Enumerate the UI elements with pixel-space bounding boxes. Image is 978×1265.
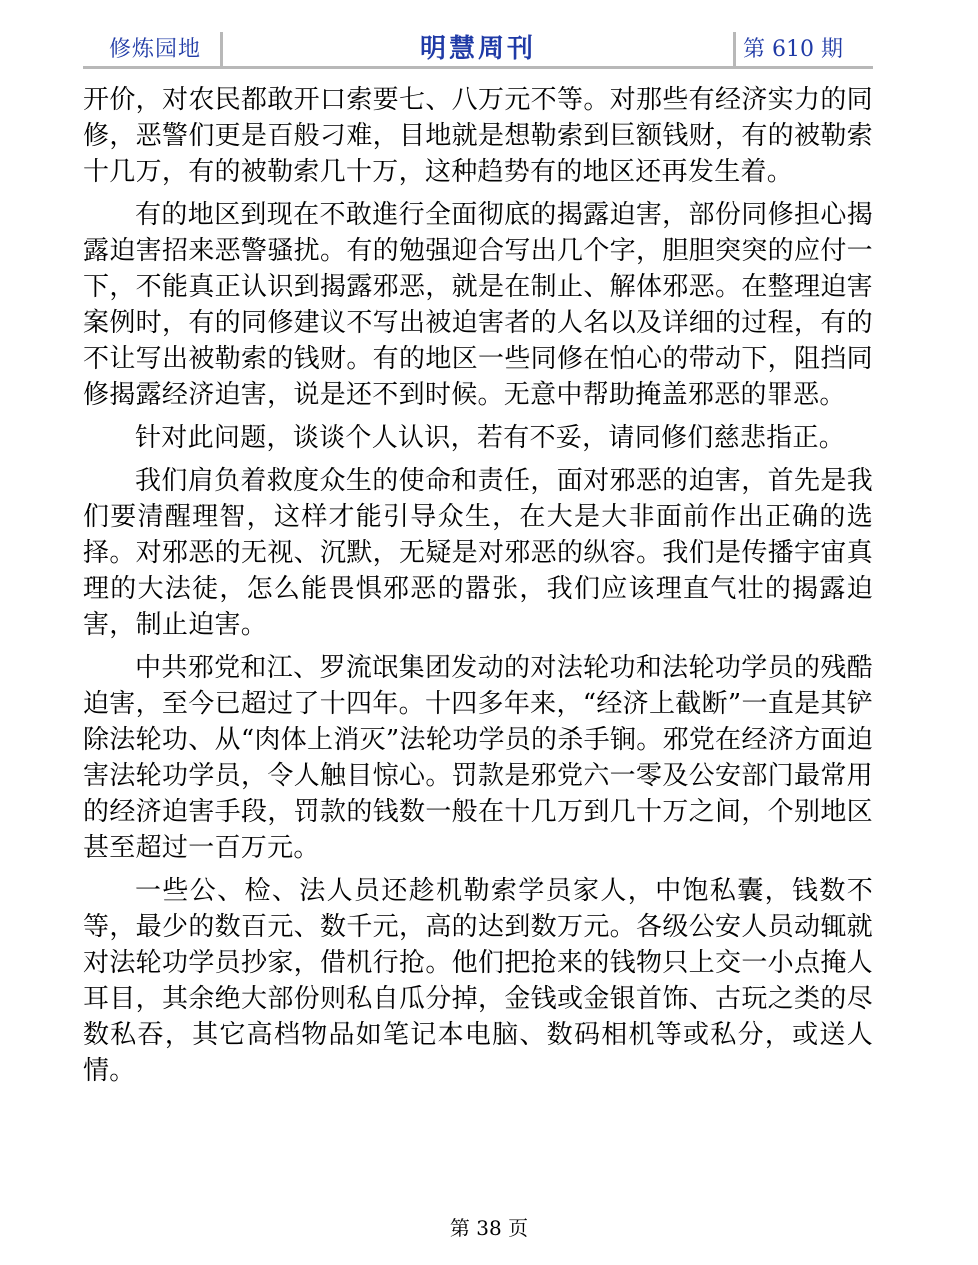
paragraph: 一些公、检、法人员还趁机勒索学员家人，中饱私囊，钱数不等，最少的数百元、数千元，高的达到数万元。各级公安人员动辄就对法轮功学员抄家，借机行抢。他们把抢来的钱物只上交一小点掩人耳目，其余绝大部份则私自瓜分掉，金钱或金银首饰、古玩之类的尽数私吞，其它高档物品如笔记本电脑、数码相机等或私分，或送人情。 [83,876,873,1086]
issue-number: 第 610 期 [743,37,843,62]
section-name: 修炼园地 [109,37,202,62]
header-rule [83,66,873,69]
paragraph: 开价，对农民都敢开口索要七、八万元不等。对那些有经济实力的同修，恶警们更是百般刁难，目地就是想勒索到巨额钱财，有的被勒索十几万，有的被勒索几十万，这种趋势有的地区还再发生着。 [83,85,873,187]
page-number: 第 38 页 [449,1216,529,1240]
paragraph: 我们肩负着救度众生的使命和责任，面对邪恶的迫害，首先是我们要清醒理智，这样才能引导众生，在大是大非面前作出正确的选择。对邪恶的无视、沉默，无疑是对邪恶的纵容。我们是传播宇宙真理的大法徒，怎么能畏惧邪恶的嚣张，我们应该理直气壮的揭露迫害，制止迫害。 [83,466,873,640]
article-body [83,82,873,1096]
header-divider-right [733,32,736,66]
paragraph: 针对此问题，谈谈个人认识，若有不妥，请同修们慈悲指正。 [135,423,846,453]
publication-title: 明慧周刊 [419,34,536,64]
page-header [83,28,873,68]
paragraph: 中共邪党和江、罗流氓集团发动的对法轮功和法轮功学员的残酷迫害，至今已超过了十四年。十四多年来，“经济上截断”一直是其铲除法轮功、从“肉体上消灭”法轮功学员的杀手锏。邪党在经济方面迫害法轮功学员，令人触目惊心。罚款是邪党六一零及公安部门最常用的经济迫害手段，罚款的钱数一般在十几万到几十万之间，个别地区甚至超过一百万元。 [83,653,873,863]
paragraph: 有的地区到现在不敢進行全面彻底的揭露迫害，部份同修担心揭露迫害招来恶警骚扰。有的勉强迎合写出几个字，胆胆突突的应付一下，不能真正认识到揭露邪恶，就是在制止、解体邪恶。在整理迫害案例时，有的同修建议不写出被迫害者的人名以及详细的过程，有的不让写出被勒索的钱财。有的地区一些同修在怕心的带动下，阻挡同修揭露经济迫害，说是还不到时候。无意中帮助掩盖邪恶的罪恶。 [83,200,873,410]
